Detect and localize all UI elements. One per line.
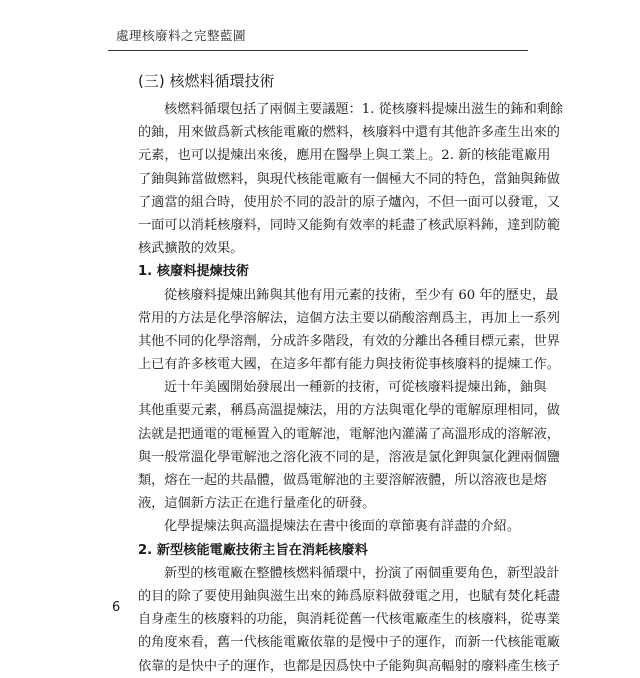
text-line: 了鈾與鈽當做燃料，與現代核能電廠有一個極大不同的特色，當鈾與鈽做 <box>138 171 560 187</box>
text-line: 的角度來看，舊一代核能電廠依靠的是慢中子的運作，而新一代核能電廠 <box>138 635 560 651</box>
text-line: 核燃料循環包括了兩個主要議題：1. 從核廢料提煉出滋生的鈽和剩餘 <box>164 102 564 117</box>
header-rule <box>108 50 528 51</box>
text-line: 的目的除了要使用鈾與滋生出來的鈽爲原料做發電之用，也賦有焚化耗盡 <box>138 588 560 604</box>
subsection-heading: 2. 新型核能電廠技術主旨在消耗核廢料 <box>138 542 368 558</box>
text-line: 類，熔在一起的共晶體，做爲電解池的主要溶解液體，所以溶液也是熔 <box>138 473 547 488</box>
text-line: 液，這個新方法正在進行量產化的研發。 <box>138 496 376 512</box>
paragraph <box>138 562 560 678</box>
page-body <box>138 70 564 678</box>
paragraph <box>138 284 560 377</box>
text-line: 常用的方法是化學溶解法，這個方法主要以硝酸溶劑爲主，再加上一系列 <box>138 310 560 326</box>
text-line: 依靠的是快中子的運作，也都是因爲快中子能夠與高輻射的廢料產生核子 <box>138 658 560 674</box>
subsection-heading: 1. 核廢料提煉技術 <box>138 264 250 280</box>
page-number: 6 <box>112 600 121 615</box>
text-line: 核武擴散的效果。 <box>138 241 244 257</box>
text-line: 其他重要元素，稱爲高溫提煉法，用的方法與電化學的電解原理相同，做 <box>138 403 560 419</box>
text-line: 新型的核電廠在整體核燃料循環中，扮演了兩個重要角色，新型設計 <box>164 565 560 581</box>
text-line: 與一般常溫化學電解池之溶化液不同的是，溶液是氯化鉀與氯化鋰兩個鹽 <box>138 449 560 465</box>
text-line: 其他不同的化學溶劑，分成許多階段，有效的分離出各種目標元素，世界 <box>138 333 560 349</box>
text-line: 上已有許多核電大國，在這多年都有能力與技術從事核廢料的提煉工作。 <box>138 357 560 373</box>
paragraph <box>138 515 521 538</box>
running-header: 處理核廢料之完整藍圖 <box>116 28 247 43</box>
intro-paragraph <box>138 98 564 260</box>
text-line: 從核廢料提煉出鈽與其他有用元素的技術，至少有 60 年的歷史，最 <box>164 287 559 303</box>
text-line: 一面可以消耗核廢料，同時又能夠有效率的耗盡了核武原料鈽，達到防範 <box>138 217 560 233</box>
text-line: 化學提煉法與高溫提煉法在書中後面的章節裏有詳盡的介紹。 <box>164 519 521 535</box>
section-heading: (三) 核燃料循環技術 <box>138 72 275 90</box>
text-line: 元素，也可以提煉出來後，應用在醫學上與工業上。2. 新的核能電廠用 <box>138 148 551 164</box>
text-line: 自身產生的核廢料的功能，與消耗從舊一代核電廠產生的核廢料，從專業 <box>138 612 560 628</box>
text-line: 法就是把通電的電極置入的電解池，電解池內灌滿了高溫形成的溶解液， <box>138 426 560 442</box>
text-line: 了適當的組合時，使用於不同的設計的原子爐內，不但一面可以發電，又 <box>138 194 560 210</box>
text-line: 的鈾，用來做爲新式核能電廠的燃料，核廢料中還有其他許多產生出來的 <box>138 125 560 141</box>
text-line: 近十年美國開始發展出一種新的技術，可從核廢料提煉出鈽，鈾與 <box>164 380 547 396</box>
paragraph <box>138 376 560 515</box>
